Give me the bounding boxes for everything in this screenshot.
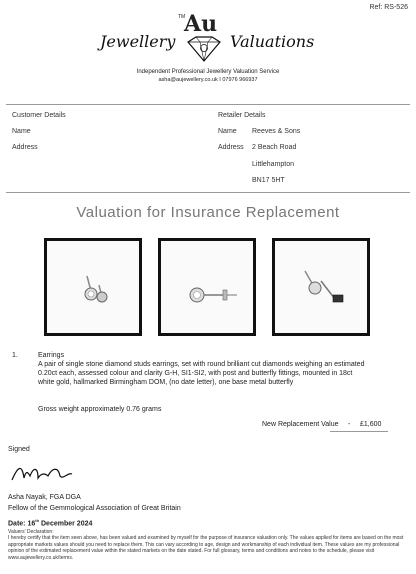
document-title: Valuation for Insurance Replacement: [76, 204, 340, 221]
retailer-name-label: Name: [218, 128, 237, 135]
signatory-fellowship: Fellow of the Gemmological Association of Great Britain: [8, 505, 181, 512]
date-day: 16: [27, 520, 36, 528]
earring-photo: [158, 238, 256, 336]
logo-trademark: TM: [178, 14, 186, 20]
reference-number: Ref: RS-526: [369, 4, 408, 11]
date-suffix: th: [35, 518, 40, 523]
service-tagline: Independent Professional Jewellery Valuation Service: [136, 69, 280, 75]
earring-front-icon: [47, 241, 139, 333]
customer-heading: Customer Details: [12, 112, 66, 119]
retailer-address-line: BN17 5HT: [252, 177, 285, 184]
retailer-heading: Retailer Details: [218, 112, 266, 119]
customer-address-label: Address: [12, 144, 38, 151]
replacement-value: £1,600: [360, 421, 382, 428]
date-label: Date:: [8, 520, 26, 528]
retailer-address-line: Littlehampton: [252, 161, 295, 168]
valuation-date: [8, 518, 92, 527]
customer-name-label: Name: [12, 128, 31, 135]
item-number: 1.: [12, 352, 18, 359]
item-description: A pair of single stone diamond studs earrings, set with round brilliant cut diamonds weighing an estimated 0.20ct each, assessed colour and clarity G-H, SI1-SI2, with post and butterfly fittings, mounted in 18ct white gold, hallmarked Birmingham DOM, (no date letter), one base metal butterfly: [38, 361, 365, 387]
declaration-text: I hereby certify that the item seen above, has been valued and examined by myself for the purpose of insurance valuation only. The values applied for items are based on the most appropriate markets values should you need to replace them. This can vary according to age, design and workmanship of each individual item. These values are my professional opinion of the estimated replacement value within the stated markets on the date stated. For full glossary, terms and conditions and notes to the schedule, please visit www.aujewellery.co.uk/terms.: [8, 535, 404, 561]
retailer-address-label: Address: [218, 144, 244, 151]
earring-side-icon: [161, 241, 253, 333]
retailer-address-line: 2 Beach Road: [252, 144, 297, 151]
handwritten-signature: [8, 458, 78, 488]
date-rest: December 2024: [41, 520, 93, 528]
retailer-name-value: Reeves & Sons: [252, 128, 301, 135]
contact-details: asha@aujewellery.co.uk I 07976 966937: [158, 77, 258, 83]
value-underline: [330, 431, 388, 432]
diamond-icon: [186, 36, 222, 62]
declaration-heading: Valuers' Declaration:: [8, 529, 54, 535]
logo-au-mark: Au: [184, 11, 218, 37]
replacement-value-label: New Replacement Value: [262, 421, 339, 428]
company-logo: [100, 11, 320, 64]
logo-text-left: Jewellery: [100, 32, 176, 51]
header-divider: [6, 104, 410, 105]
earring-photo: [272, 238, 370, 336]
earring-back-icon: [275, 241, 367, 333]
signatory-name: Asha Nayak, FGA DGA: [8, 494, 81, 501]
item-name: Earrings: [38, 352, 65, 359]
valuers-declaration: [8, 529, 408, 561]
earring-photo: [44, 238, 142, 336]
item-weight: Gross weight approximately 0.76 grams: [38, 406, 162, 413]
logo-text-right: Valuations: [230, 32, 315, 51]
signed-label: Signed: [8, 446, 30, 453]
replacement-value-separator: -: [348, 421, 351, 428]
details-divider: [6, 192, 410, 193]
